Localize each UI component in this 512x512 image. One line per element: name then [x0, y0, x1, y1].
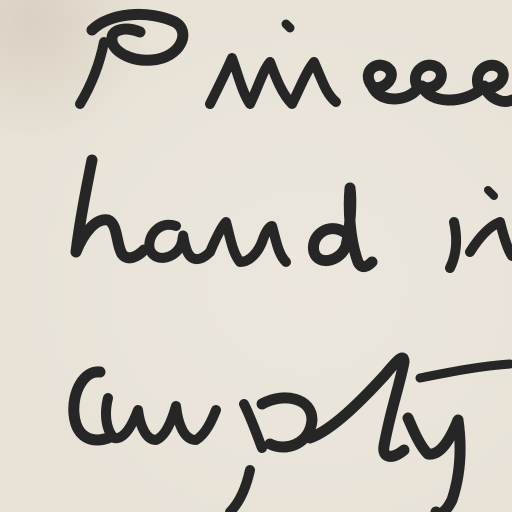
handwritten-line-3 [74, 358, 510, 512]
handwritten-line-2 [76, 160, 512, 268]
handwritten-line-1 [80, 14, 512, 104]
